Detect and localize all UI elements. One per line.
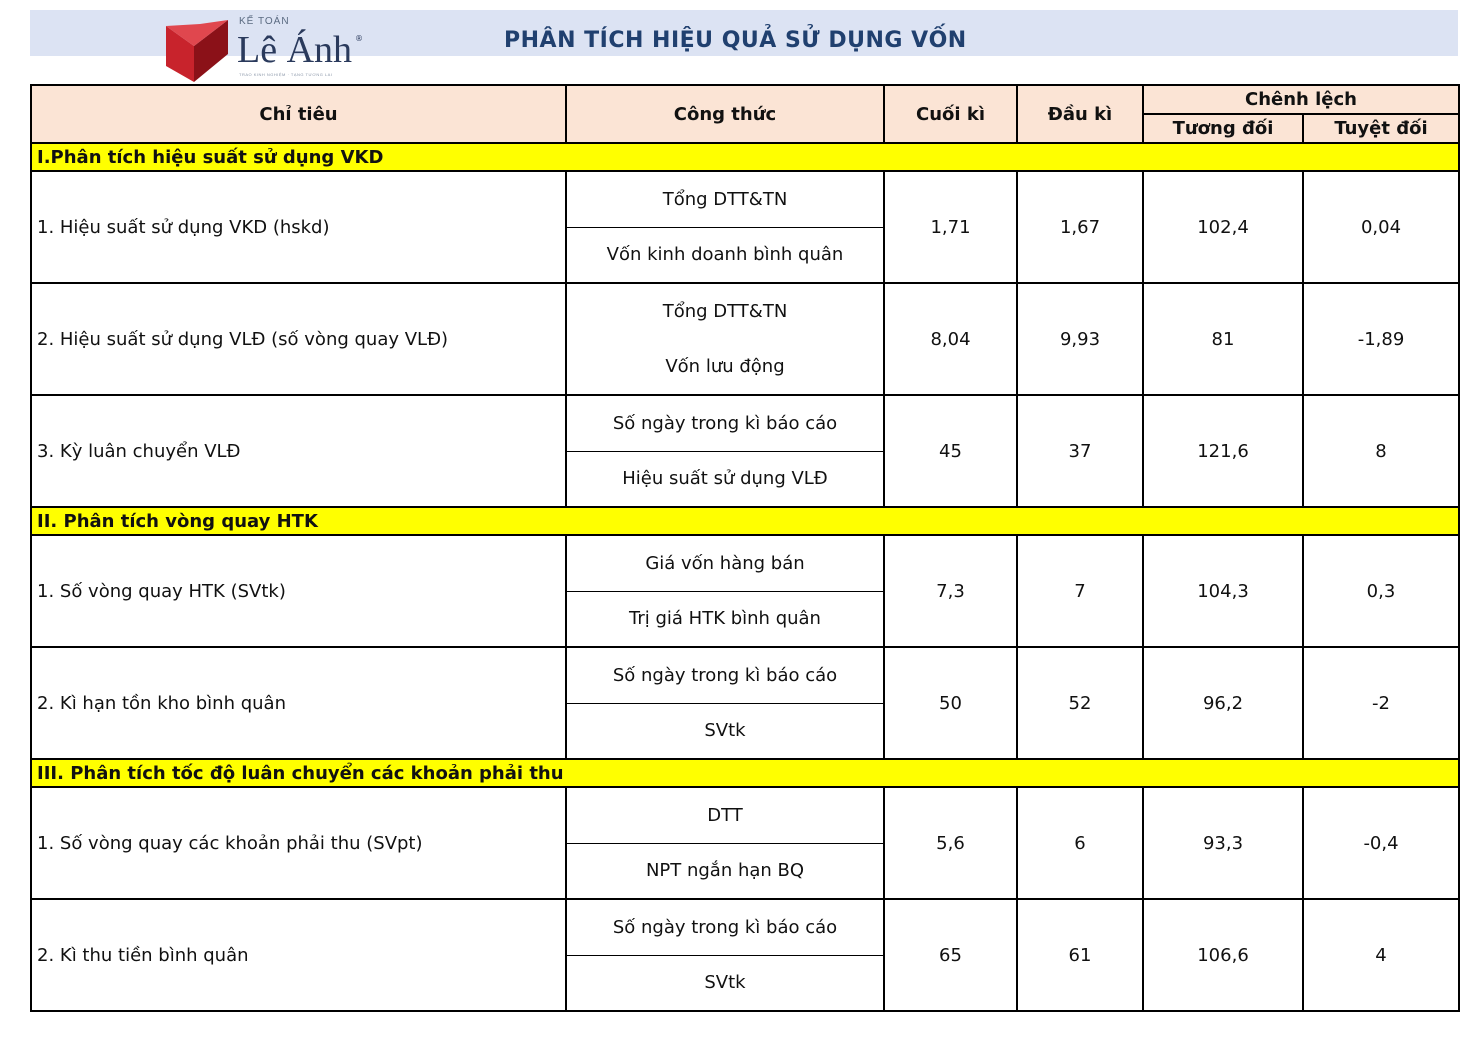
company-logo [164,14,384,82]
formula-denominator: Hiệu suất sử dụng VLĐ [622,468,828,490]
indicator-label: 1. Số vòng quay các khoản phải thu (SVpt) [31,787,566,899]
header-cuoi-ki: Cuối kì [884,85,1017,143]
value-tuong-doi: 96,2 [1143,647,1303,759]
value-tuyet-doi: -0,4 [1303,787,1459,899]
formula-numerator: Số ngày trong kì báo cáo [567,396,883,452]
formula-denominator: SVtk [704,720,746,742]
formula-denominator: Vốn kinh doanh bình quân [606,244,844,266]
value-cuoi-ki: 65 [884,899,1017,1011]
formula-cell [566,283,884,395]
formula-numerator: Số ngày trong kì báo cáo [567,900,883,956]
value-cuoi-ki: 8,04 [884,283,1017,395]
formula-denominator: Vốn lưu động [665,356,785,377]
table-row [31,647,1459,759]
formula-denominator: SVtk [704,972,746,994]
value-tuyet-doi: -1,89 [1303,283,1459,395]
value-dau-ki: 9,93 [1017,283,1143,395]
value-dau-ki: 52 [1017,647,1143,759]
table-row [31,535,1459,647]
value-tuong-doi: 104,3 [1143,535,1303,647]
value-cuoi-ki: 7,3 [884,535,1017,647]
formula-denominator: Trị giá HTK bình quân [629,608,821,630]
formula-numerator: DTT [567,788,883,844]
indicator-label: 2. Hiệu suất sử dụng VLĐ (số vòng quay VLĐ) [31,283,566,395]
formula-cell [566,647,884,759]
value-tuyet-doi: 4 [1303,899,1459,1011]
section-title: III. Phân tích tốc độ luân chuyển các khoản phải thu [31,759,1459,787]
header-chenh-lech: Chênh lệch [1143,85,1459,114]
table-row [31,171,1459,283]
value-tuyet-doi: 0,04 [1303,171,1459,283]
value-tuong-doi: 93,3 [1143,787,1303,899]
formula-cell [566,899,884,1011]
formula-cell [566,535,884,647]
value-tuong-doi: 106,6 [1143,899,1303,1011]
table-row [31,899,1459,1011]
formula-cell [566,171,884,283]
value-dau-ki: 61 [1017,899,1143,1011]
logo-small-text: KẾ TOÁN [239,16,290,27]
formula-cell [566,395,884,507]
section-title: II. Phân tích vòng quay HTK [31,507,1459,535]
value-cuoi-ki: 1,71 [884,171,1017,283]
header-dau-ki: Đầu kì [1017,85,1143,143]
value-cuoi-ki: 45 [884,395,1017,507]
logo-mark-icon [164,18,230,82]
formula-numerator: Tổng DTT&TN [662,301,788,322]
formula-numerator: Số ngày trong kì báo cáo [567,648,883,704]
header-cong-thuc: Công thức [566,85,884,143]
section-title: I.Phân tích hiệu suất sử dụng VKD [31,143,1459,171]
formula-numerator: Tổng DTT&TN [567,172,883,228]
value-dau-ki: 37 [1017,395,1143,507]
indicator-label: 2. Kì hạn tồn kho bình quân [31,647,566,759]
value-cuoi-ki: 50 [884,647,1017,759]
value-tuyet-doi: 0,3 [1303,535,1459,647]
logo-name-text: Lê Ánh [237,29,353,71]
formula-denominator: NPT ngắn hạn BQ [645,860,805,882]
indicator-label: 2. Kì thu tiền bình quân [31,899,566,1011]
indicator-label: 1. Số vòng quay HTK (SVtk) [31,535,566,647]
analysis-table [30,84,1460,1012]
formula-numerator: Giá vốn hàng bán [567,536,883,592]
value-tuyet-doi: -2 [1303,647,1459,759]
table-row [31,283,1459,395]
value-tuong-doi: 102,4 [1143,171,1303,283]
value-tuyet-doi: 8 [1303,395,1459,507]
indicator-label: 1. Hiệu suất sử dụng VKD (hskd) [31,171,566,283]
header-tuyet-doi: Tuyệt đối [1303,114,1459,143]
table-row [31,787,1459,899]
value-dau-ki: 1,67 [1017,171,1143,283]
header-chi-tieu: Chỉ tiêu [31,85,566,143]
value-tuong-doi: 81 [1143,283,1303,395]
header-tuong-doi: Tương đối [1143,114,1303,143]
value-cuoi-ki: 5,6 [884,787,1017,899]
value-dau-ki: 7 [1017,535,1143,647]
page-title: PHÂN TÍCH HIỆU QUẢ SỬ DỤNG VỐN [504,28,967,53]
logo-registered-mark: ® [355,34,363,43]
value-dau-ki: 6 [1017,787,1143,899]
table-row [31,395,1459,507]
indicator-label: 3. Kỳ luân chuyển VLĐ [31,395,566,507]
logo-tagline: TRAO KINH NGHIỆM · TẠNG TƯƠNG LAI [239,72,333,77]
formula-cell [566,787,884,899]
value-tuong-doi: 121,6 [1143,395,1303,507]
